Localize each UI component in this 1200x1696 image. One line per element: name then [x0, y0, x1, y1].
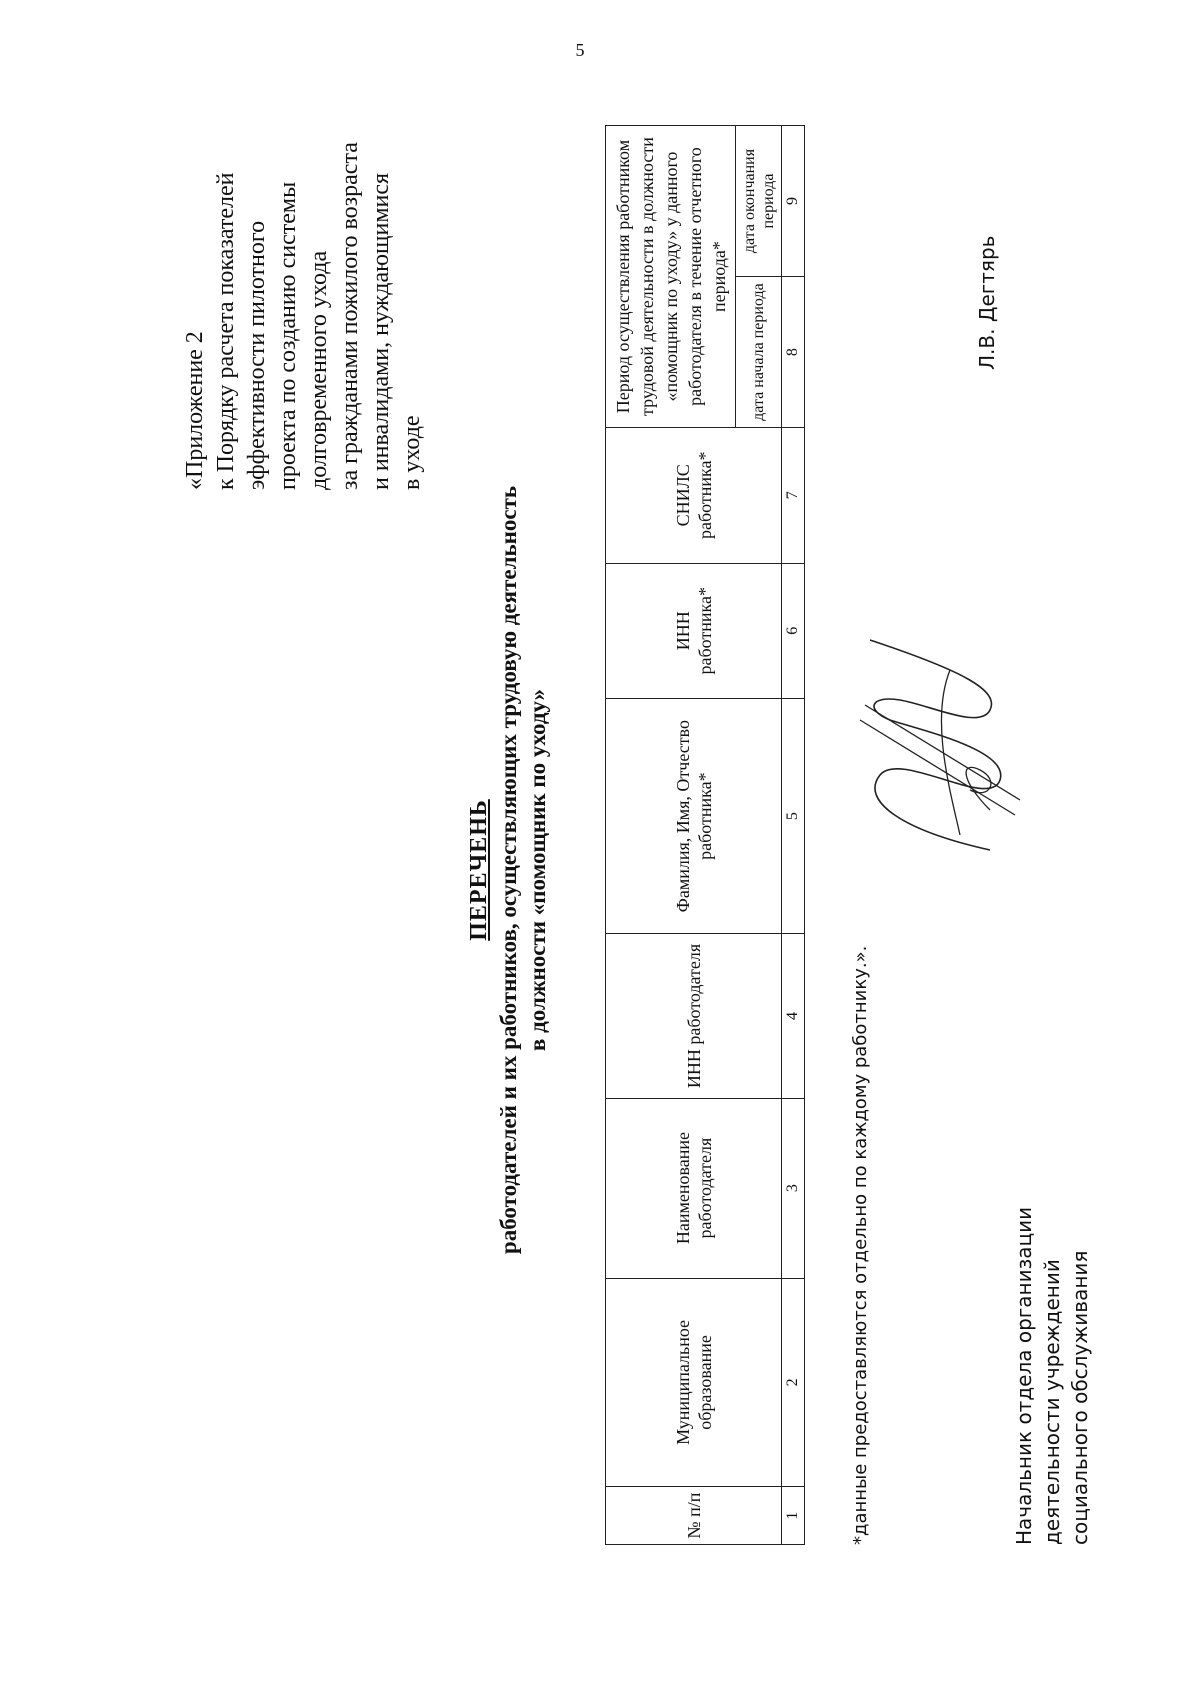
appendix-line: в уходе — [399, 415, 425, 490]
column-number: 7 — [782, 428, 805, 563]
header-employee-inn: ИНН работника* — [606, 563, 782, 698]
header-period-end: дата окончания периода — [736, 126, 782, 277]
document-title: ПЕРЕЧЕНЬ — [466, 799, 492, 941]
header-period-start: дата начала периода — [736, 277, 782, 428]
footnote: *данные предоставляются отдельно по каждому работнику.». — [850, 945, 871, 1545]
signer-position — [1010, 1207, 1094, 1545]
handwritten-signature — [840, 630, 1040, 870]
page-number: 5 — [575, 40, 585, 60]
signer-position-line: деятельности учреждений — [1040, 1259, 1064, 1545]
header-employee-fullname: Фамилия, Имя, Отчество работника* — [606, 698, 782, 933]
column-number: 6 — [782, 563, 805, 698]
column-number: 3 — [782, 1098, 805, 1278]
appendix-line: долговременного ухода — [306, 250, 332, 490]
document-subtitle-line-2: в должности «помощник по уходу» — [525, 688, 550, 1052]
appendix-line: эффективности пилотного — [244, 220, 270, 490]
appendix-line: за гражданами пожилого возраста — [337, 142, 363, 490]
appendix-line: и инвалидами, нуждающимися — [368, 172, 394, 490]
header-municipality: Муниципальное образование — [606, 1278, 782, 1487]
title-block — [465, 90, 552, 1650]
column-number: 5 — [782, 698, 805, 933]
column-number: 1 — [782, 1487, 805, 1545]
header-row-number: № п/п — [606, 1487, 782, 1545]
signer-position-line: Начальник отдела организации — [1012, 1206, 1036, 1545]
header-employer-inn: ИНН работодателя — [606, 934, 782, 1098]
column-number: 8 — [782, 277, 805, 428]
column-number: 2 — [782, 1278, 805, 1487]
signer-name: Л.В. Дегтярь — [975, 235, 999, 370]
header-work-period: Период осуществления работником трудовой деятельности в должности «помощник по уходу» у данного работодателя в течение отчетного периода* — [606, 126, 736, 428]
landscape-content — [150, 90, 1130, 1650]
signer-position-line: социального обслуживания — [1068, 1250, 1092, 1545]
header-employee-snils: СНИЛС работника* — [606, 428, 782, 563]
appendix-line: проекта по созданию системы — [275, 181, 301, 490]
header-employer-name: Наименование работодателя — [606, 1098, 782, 1278]
appendix-block — [180, 142, 428, 490]
column-number: 9 — [782, 126, 805, 277]
document-subtitle-line-1: работодателей и их работников, осуществляющих трудовую деятельность — [496, 485, 521, 1255]
appendix-line: «Приложение 2 — [182, 331, 208, 490]
column-number: 4 — [782, 934, 805, 1098]
appendix-line: к Порядку расчета показателей — [213, 172, 239, 490]
employers-table — [605, 125, 805, 1545]
